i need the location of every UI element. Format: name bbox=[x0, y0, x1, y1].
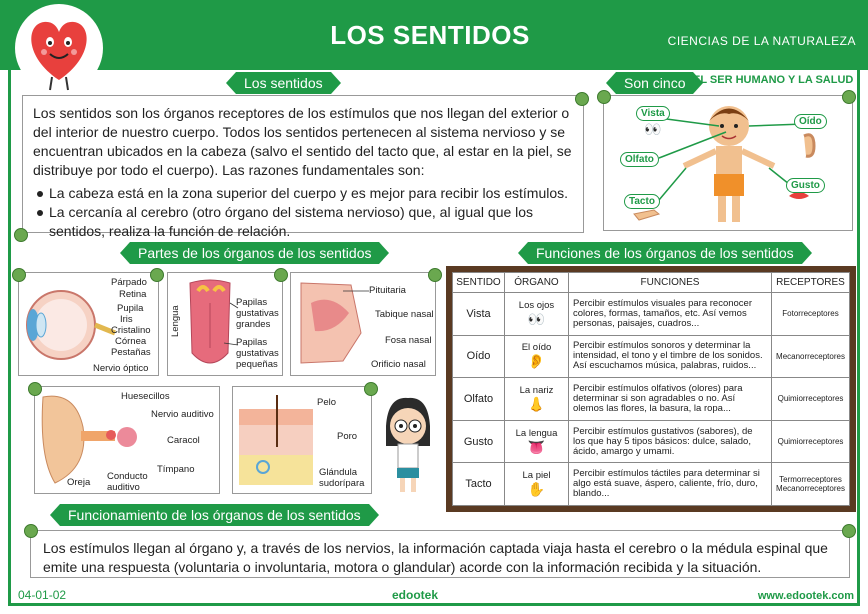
receptor-cell: Termorreceptores Mecanorreceptores bbox=[772, 463, 850, 506]
working-tag: Funcionamiento de los órganos de los sentidos bbox=[60, 504, 369, 526]
skin-label: Pelo bbox=[317, 397, 337, 408]
nose-label: Orificio nasal bbox=[371, 359, 426, 370]
organ-name: La lengua bbox=[515, 427, 558, 439]
five-tag: Son cinco bbox=[616, 72, 693, 94]
ear-label: Oreja bbox=[67, 477, 91, 488]
sense-cell: Oído bbox=[453, 335, 505, 378]
eye-label: Córnea bbox=[115, 336, 147, 347]
svg-text:👀: 👀 bbox=[644, 121, 662, 137]
organ-cell bbox=[505, 335, 569, 378]
working-box bbox=[30, 530, 850, 578]
intro-bullet: La cercanía al cerebro (otro órgano del sistema nervioso) que, al igual que los sentidos, realiza la función de relación. bbox=[33, 203, 573, 241]
function-cell: Percibir estímulos olfativos (olores) para determinar si son agradables o no. Así olemos las flores, la basura, la ropa... bbox=[569, 378, 772, 421]
pin-icon bbox=[597, 90, 611, 104]
eye-label: Párpado bbox=[111, 277, 147, 288]
label-vista: Vista bbox=[636, 106, 670, 121]
pin-icon bbox=[842, 524, 856, 538]
intro-bullets bbox=[33, 184, 573, 241]
organ-cell bbox=[505, 420, 569, 463]
ear-label: Caracol bbox=[167, 435, 200, 446]
tongue-side-label: Lengua bbox=[170, 305, 181, 337]
ear-label: Nervio auditivo bbox=[151, 409, 214, 420]
receptor-cell: Fotorreceptores bbox=[772, 293, 850, 336]
table-row bbox=[453, 463, 850, 506]
eye-label: Iris bbox=[120, 314, 133, 325]
girl-illustration bbox=[378, 396, 438, 496]
pin-icon bbox=[12, 268, 26, 282]
tongue-icon: 👅 bbox=[527, 438, 546, 455]
organ-name: Los ojos bbox=[518, 299, 555, 311]
table-header: RECEPTORES bbox=[772, 273, 850, 293]
function-cell: Percibir estímulos visuales para reconocer colores, formas, tamaños, etc. Así vemos personas, paisajes, cuadros... bbox=[569, 293, 772, 336]
pin-icon bbox=[14, 228, 28, 242]
receptor-cell: Quimiorreceptores bbox=[772, 378, 850, 421]
heart-mascot-illustration bbox=[14, 2, 104, 94]
organ-name: El oído bbox=[521, 342, 552, 354]
table-row bbox=[453, 335, 850, 378]
hand-icon: ✋ bbox=[527, 481, 546, 498]
pin-icon bbox=[24, 524, 38, 538]
ear-label: Huesecillos bbox=[121, 391, 170, 402]
tongue-label: Papilas gustativas pequeñas bbox=[236, 337, 279, 370]
table-header: FUNCIONES bbox=[569, 273, 772, 293]
website-link[interactable]: www.edootek.com bbox=[757, 590, 854, 602]
ear-icon: 👂 bbox=[527, 353, 546, 370]
ear-label: Tímpano bbox=[157, 464, 195, 475]
pin-icon bbox=[364, 382, 378, 396]
intro-tag: Los sentidos bbox=[236, 72, 331, 94]
sense-cell: Gusto bbox=[453, 420, 505, 463]
sense-cell: Olfato bbox=[453, 378, 505, 421]
functions-tag: Funciones de los órganos de los sentidos bbox=[528, 242, 802, 264]
eye-label: Cristalino bbox=[111, 325, 151, 336]
organ-cell bbox=[505, 378, 569, 421]
page-code: 04-01-02 bbox=[18, 588, 67, 602]
sense-cell: Vista bbox=[453, 293, 505, 336]
organ-cell bbox=[505, 293, 569, 336]
label-tacto: Tacto bbox=[624, 194, 660, 209]
eye-label: Retina bbox=[119, 289, 147, 300]
functions-board bbox=[446, 266, 856, 512]
tongue-diagram bbox=[167, 272, 283, 376]
eye-label: Pestañas bbox=[111, 347, 151, 358]
table-row bbox=[453, 293, 850, 336]
pin-icon bbox=[28, 382, 42, 396]
skin-label: Poro bbox=[337, 431, 358, 442]
sense-cell: Tacto bbox=[453, 463, 505, 506]
five-senses-box bbox=[603, 95, 853, 231]
eye-label: Nervio óptico bbox=[93, 363, 149, 374]
ear-diagram bbox=[34, 386, 220, 494]
pin-icon bbox=[842, 90, 856, 104]
function-cell: Percibir estímulos táctiles para determinar si algo está suave, áspero, caliente, frío, duro, blando... bbox=[569, 463, 772, 506]
skin-diagram bbox=[232, 386, 372, 494]
pin-icon bbox=[428, 268, 442, 282]
ear-label: Conducto auditivo bbox=[107, 471, 148, 493]
eye-diagram bbox=[18, 272, 159, 376]
header-bar bbox=[0, 0, 868, 70]
function-cell: Percibir estímulos gustativos (sabores), de los que hay 5 tipos básicos: dulce, salado, ácido, amargo y umami. bbox=[569, 420, 772, 463]
subject-label: CIENCIAS DE LA NATURALEZA bbox=[667, 34, 856, 48]
five-subtitle: EL SER HUMANO Y LA SALUD bbox=[693, 74, 854, 86]
label-olfato: Olfato bbox=[620, 152, 659, 167]
skin-label: Glándula sudorípara bbox=[319, 467, 365, 489]
label-gusto: Gusto bbox=[786, 178, 825, 193]
receptor-cell: Quimiorreceptores bbox=[772, 420, 850, 463]
intro-paragraph: Los sentidos son los órganos receptores de los estímulos que nos llegan del exterior o del interior de nuestro cuerpo. Todos los sentidos pertenecen al sistema nervioso y se encuentran ubicados en la cabeza (salvo el sentido del tacto que, al estar en la piel, se distribuye por todo el cuerpo). Las razones fundamentales son: bbox=[33, 105, 572, 178]
nose-icon: 👃 bbox=[527, 395, 546, 412]
table-row bbox=[453, 378, 850, 421]
pin-icon bbox=[274, 268, 288, 282]
organ-cell bbox=[505, 463, 569, 506]
brand-logo: edootek bbox=[392, 588, 439, 602]
nose-diagram bbox=[290, 272, 436, 376]
receptor-cell: Mecanorreceptores bbox=[772, 335, 850, 378]
eyes-icon: 👀 bbox=[527, 310, 546, 327]
tongue-label: Papilas gustativas grandes bbox=[236, 297, 279, 330]
working-text: Los estímulos llegan al órgano y, a través de los nervios, la información captada viaja hasta el cerebro o la médula espinal que emite una respuesta (voluntaria o involuntaria, motora o glandular) acorde con la información recibida y la situación. bbox=[43, 540, 828, 575]
table-header-row bbox=[453, 273, 850, 293]
eye-label: Pupila bbox=[117, 303, 144, 314]
pin-icon bbox=[575, 92, 589, 106]
function-cell: Percibir estímulos sonoros y determinar la intensidad, el tono y el timbre de los sonidos. Así escuchamos música, palabras, ruidos... bbox=[569, 335, 772, 378]
table-header: ÓRGANO bbox=[505, 273, 569, 293]
intro-box bbox=[22, 95, 584, 239]
functions-table bbox=[452, 272, 850, 506]
parts-tag: Partes de los órganos de los sentidos bbox=[130, 242, 379, 264]
label-oido: Oído bbox=[794, 114, 827, 129]
organ-name: La piel bbox=[522, 470, 551, 482]
table-row bbox=[453, 420, 850, 463]
nose-label: Pituitaria bbox=[369, 285, 406, 296]
nose-label: Tabique nasal bbox=[375, 309, 434, 320]
intro-bullet: La cabeza está en la zona superior del cuerpo y es mejor para recibir los estímulos. bbox=[33, 184, 573, 203]
organ-name: La nariz bbox=[519, 384, 554, 396]
table-header: SENTIDO bbox=[453, 273, 505, 293]
page-title: LOS SENTIDOS bbox=[330, 20, 530, 50]
nose-label: Fosa nasal bbox=[385, 335, 432, 346]
pin-icon bbox=[150, 268, 164, 282]
